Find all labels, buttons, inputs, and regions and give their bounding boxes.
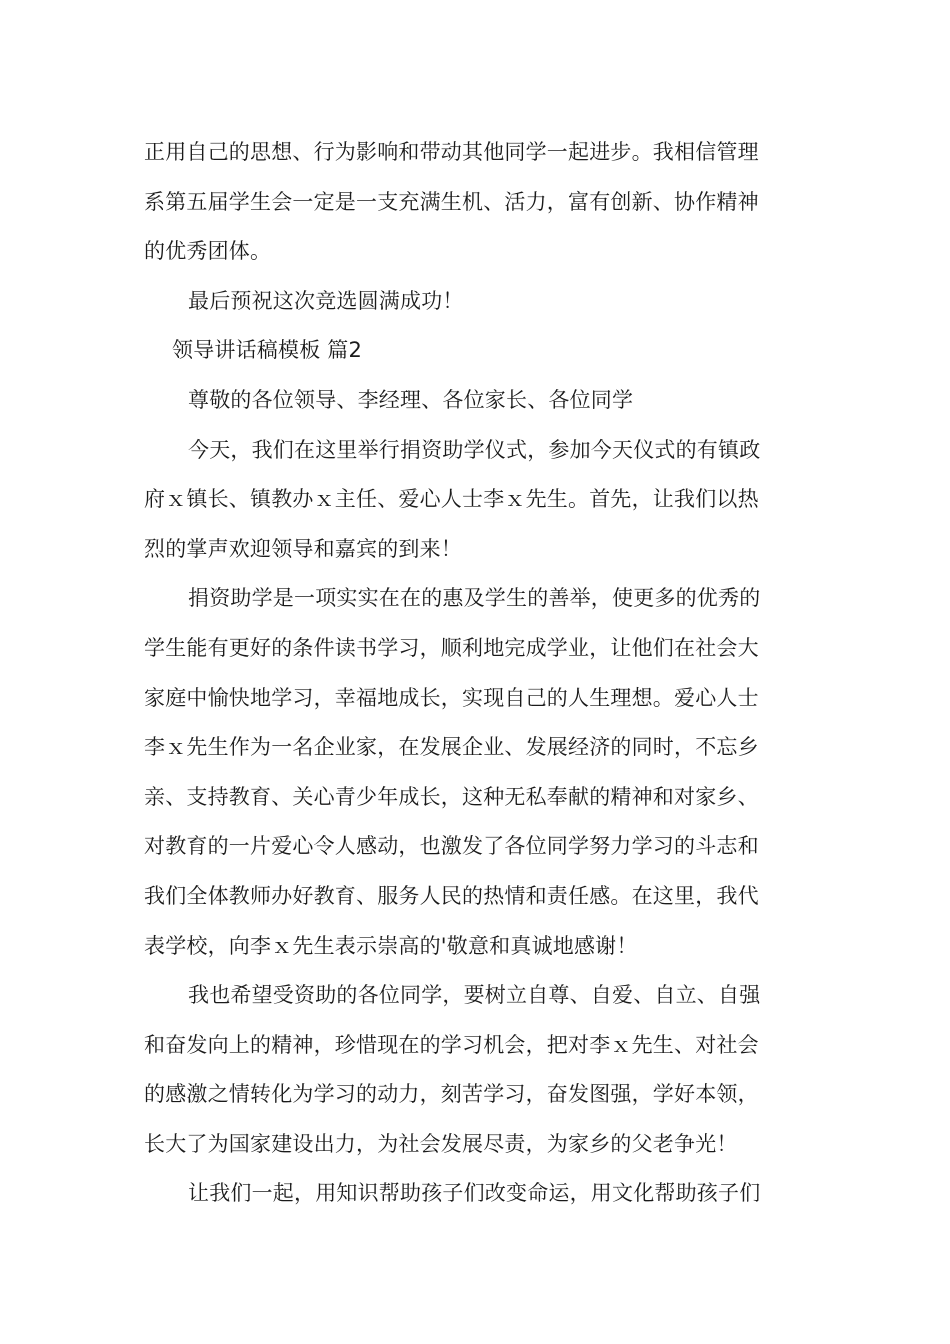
document-body [144,128,806,1219]
text-line: 烈的掌声欢迎领导和嘉宾的到来！ [144,536,462,561]
text-line: 学生能有更好的条件读书学习，顺利地完成学业，让他们在社会大 [144,635,759,660]
section-heading: 领导讲话稿模板 篇2 [172,338,363,363]
text-line: 的感激之情转化为学习的动力，刻苦学习，奋发图强，学好本领， [144,1082,759,1107]
text-line: 表学校，向李ｘ先生表示崇高的'敬意和真诚地感谢！ [144,933,638,958]
text-line: 系第五届学生会一定是一支充满生机、活力，富有创新、协作精神 [144,189,759,214]
text-line: 家庭中愉快地学习，幸福地成长，实现自己的人生理想。爱心人士 [144,685,759,710]
text-line: 今天，我们在这里举行捐资助学仪式，参加今天仪式的有镇政 [188,437,761,462]
text-line: 最后预祝这次竞选圆满成功！ [188,288,464,313]
text-line: 李ｘ先生作为一名企业家，在发展企业、发展经济的同时，不忘乡 [144,735,759,760]
text-line: 对教育的一片爱心令人感动，也激发了各位同学努力学习的斗志和 [144,834,759,859]
text-line: 和奋发向上的精神，珍惜现在的学习机会，把对李ｘ先生、对社会 [144,1032,759,1057]
text-line: 长大了为国家建设出力，为社会发展尽责，为家乡的父老争光！ [144,1131,738,1156]
text-line: 的优秀团体。 [144,239,272,264]
text-line: 捐资助学是一项实实在在的惠及学生的善举，使更多的优秀的 [188,586,761,611]
text-line: 府ｘ镇长、镇教办ｘ主任、爱心人士李ｘ先生。首先，让我们以热 [144,487,759,512]
text-line: 亲、支持教育、关心青少年成长，这种无私奉献的精神和对家乡、 [144,784,759,809]
text-line: 我也希望受资助的各位同学，要树立自尊、自爱、自立、自强 [188,983,761,1008]
text-line: 我们全体教师办好教育、服务人民的热情和责任感。在这里，我代 [144,883,759,908]
salutation: 尊敬的各位领导、李经理、各位家长、各位同学 [188,387,634,412]
text-line: 正用自己的思想、行为影响和带动其他同学一起进步。我相信管理 [144,140,759,164]
text-line: 让我们一起，用知识帮助孩子们改变命运，用文化帮助孩子们 [188,1181,761,1206]
